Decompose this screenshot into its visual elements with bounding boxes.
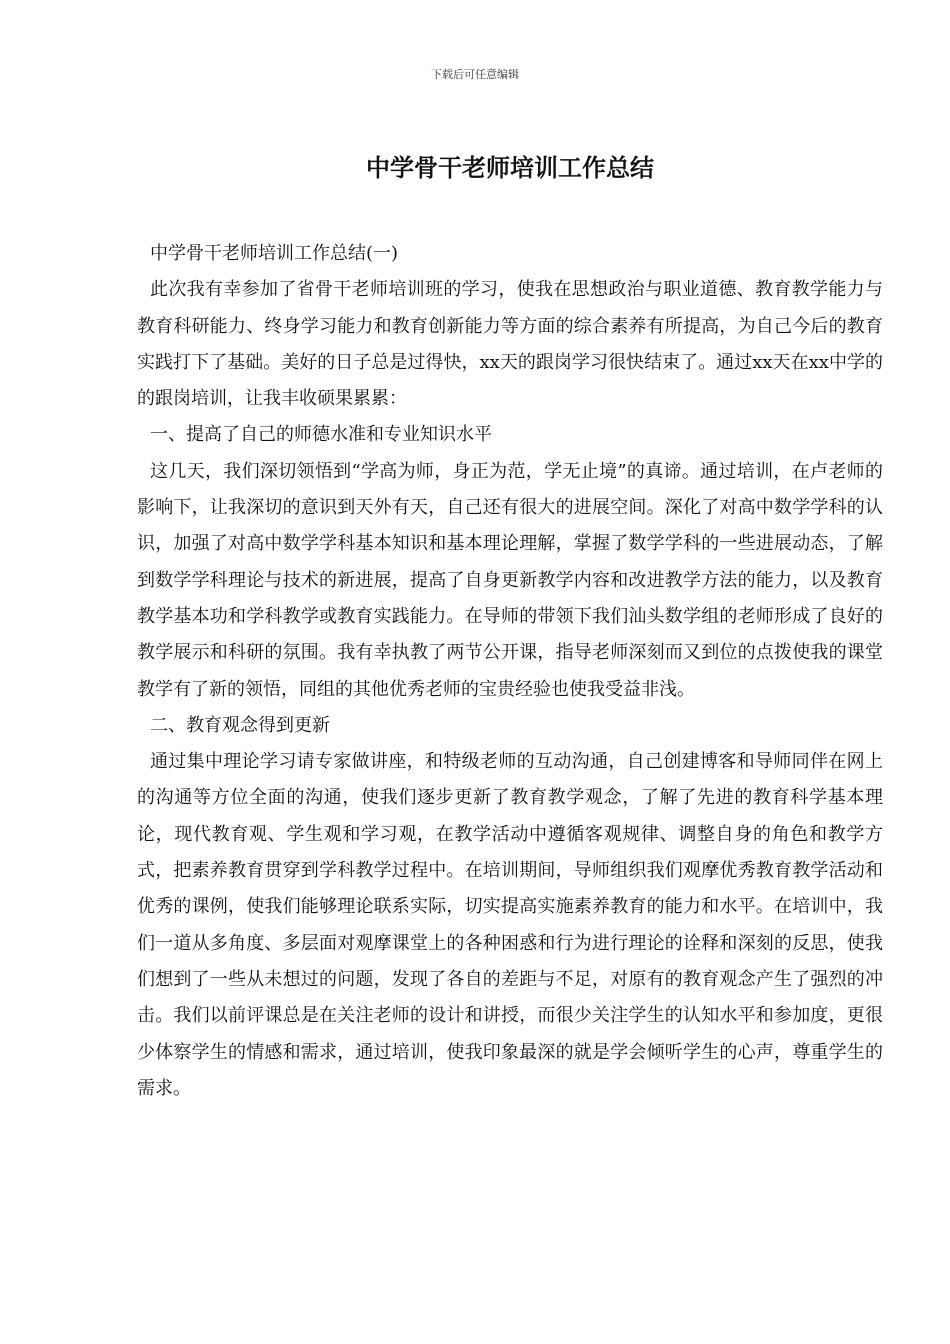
section-heading: 一、提高了自己的师德水准和专业知识水平 — [150, 424, 492, 446]
section-heading: 中学骨干老师培训工作总结(一) — [150, 243, 399, 264]
body-paragraph: 通过集中理论学习请专家做讲座，和特级老师的互动沟通，自己创建博客和导师同伴在网上的沟通等方位全面的沟通，使我们逐步更新了教育教学观念，了解了先进的教育科学基本理论，现代教育观、学生观和学习观，在教学活动中遵循客观规律、调整自身的角色和教学方式，把素养教育贯穿到学科教学过程中。在培训期间，导师组织我们观摩优秀教育教学活动和优秀的课例，使我们能够理论联系实际，切实提高实施素养教育的能力和水平。在培训中，我们一道从多角度、多层面对观摩课堂上的各种困惑和行为进行理论的诠释和深刻的反思，使我们想到了一些从未想过的问题，发现了各自的差距与不足，对原有的教育观念产生了强烈的冲击。我们以前评课总是在关注老师的设计和讲授，而很少关注学生的认知水平和参加度，更很少体察学生的情感和需求，通过培训，使我印象最深的就是学会倾听学生的心声，尊重学生的需求。 — [137, 751, 883, 1099]
body-paragraph: 这几天，我们深切领悟到“学高为师，身正为范，学无止境”的真谛。通过培训，在卢老师的影响下，让我深切的意识到天外有天，自己还有很大的进展空间。深化了对高中数学学科的认识，加强了对高中数学学科基本知识和基本理论理解，掌握了数学学科的一些进展动态，了解到数学学科理论与技术的新进展，提高了自身更新教学内容和改进教学方法的能力，以及教育教学基本功和学科教学或教育实践能力。在导师的带领下我们汕头数学组的老师形成了良好的教学展示和科研的氛围。我有幸执教了两节公开课，指导老师深刻而又到位的点拨使我的课堂教学有了新的领悟，同组的其他优秀老师的宝贵经验也使我受益非浅。 — [137, 460, 883, 700]
document-title: 中学骨干老师培训工作总结 — [366, 154, 654, 182]
document-body — [137, 236, 883, 1107]
header-note: 下载后可任意编辑 — [431, 68, 519, 81]
section-heading: 二、教育观念得到更新 — [150, 714, 330, 736]
body-paragraph: 此次我有幸参加了省骨干老师培训班的学习，使我在思想政治与职业道德、教育教学能力与教育科研能力、终身学习能力和教育创新能力等方面的综合素养有所提高，为自己今后的教育实践打下了基础。美好的日子总是过得快，xx天的跟岗学习很快结束了。通过xx天在xx中学的的跟岗培训，让我丰收硕果累累： — [137, 279, 883, 410]
